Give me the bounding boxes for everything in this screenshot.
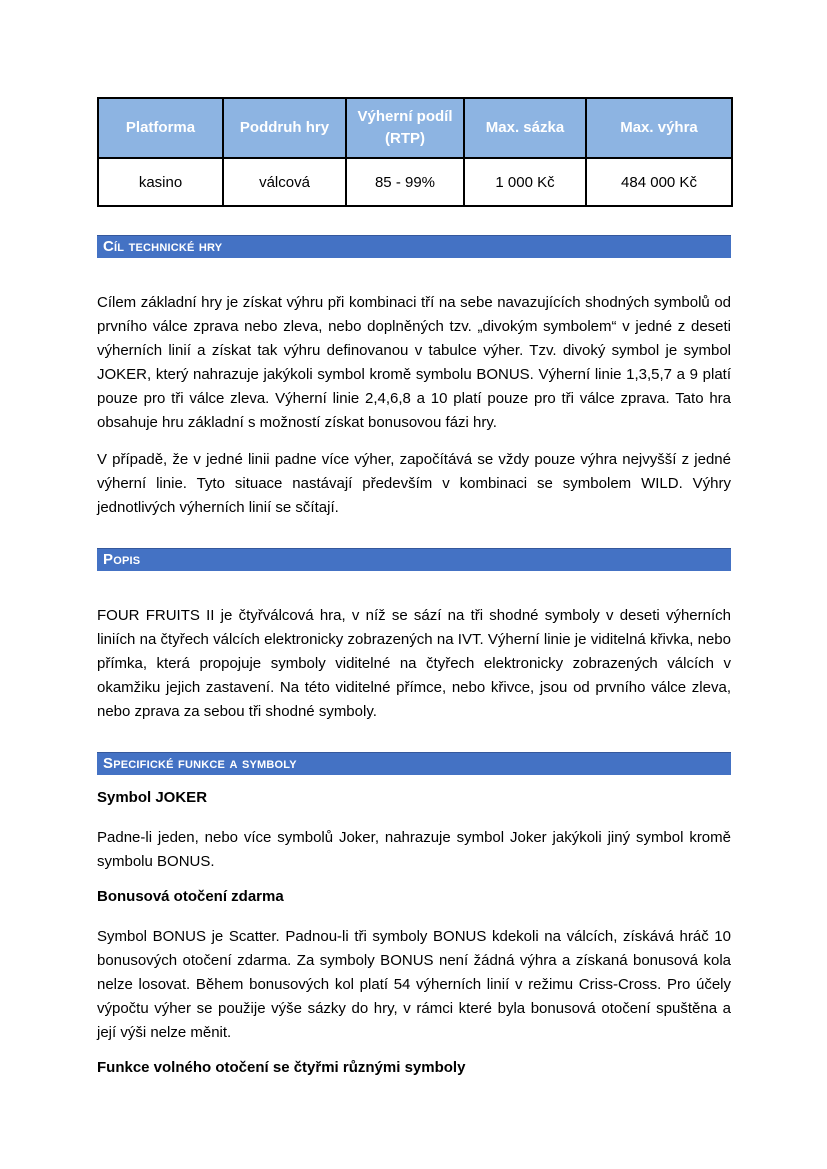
table-cell-vyherni-podil: 85 - 99% [346,158,464,206]
game-info-table [97,97,733,207]
table-header-row [98,98,732,158]
subsection-title-funkce-volneho-otoceni: Funkce volného otočení se čtyřmi různými symboly [97,1059,466,1076]
paragraph-cil-2: V případě, že v jedné linii padne více výher, započítává se vždy pouze výhra nejvyšší z jedné výherní linie. Tyto situace nastávají především v kombinaci se symbolem WILD. Výhry jednotlivých výherních linií se sčítají. [97,451,731,516]
table-cell-max-vyhra: 484 000 Kč [586,158,732,206]
subsection-title-bonusova-otoceni: Bonusová otočení zdarma [97,888,284,905]
subsection-title-symbol-joker: Symbol JOKER [97,789,208,806]
paragraph-bonusova-otoceni: Symbol BONUS je Scatter. Padnou-li tři symboly BONUS kdekoli na válcích, získává hráč 10 bonusových otočení zdarma. Za symboly BONUS není žádná výhra a získaná bonusová kola nelze losovat. Během bonusových kol platí 54 výherních linií v režimu Criss-Cross. Pro účely výpočtu výher se použije výše sázky do hry, v rámci které byla bonusová otočení spuštěna a její výši nelze měnit. [97,928,731,1041]
section-heading-popis: Popis [97,548,731,571]
table-cell-max-sazka: 1 000 Kč [464,158,586,206]
section-heading-specificke-funkce: Specifické funkce a symboly [97,752,731,775]
section-heading-cil-technicke-hry: Cíl technické hry [97,235,731,258]
table-header-max-sazka: Max. sázka [464,98,586,158]
table-cell-platforma: kasino [98,158,223,206]
table-header-poddruh-hry: Poddruh hry [223,98,346,158]
table-row [98,158,732,206]
table-cell-poddruh-hry: válcová [223,158,346,206]
table-header-platforma: Platforma [98,98,223,158]
paragraph-cil-1: Cílem základní hry je získat výhru při kombinaci tří na sebe navazujících shodných symbolů od prvního válce zprava nebo zleva, nebo doplněných tzv. „divokým symbolem“ v jedné z deseti výherních linií a získat tak výhru definovanou v tabulce výher. Tzv. divoký symbol je symbol JOKER, který nahrazuje jakýkoli symbol kromě symbolu BONUS. Výherní linie 1,3,5,7 a 9 platí pouze pro tři válce zleva. Výherní linie 2,4,6,8 a 10 platí pouze pro tři válce zprava. Tato hra obsahuje hru základní s možností získat bonusovou fázi hry. [97,294,731,431]
document-content [97,97,731,1096]
paragraph-symbol-joker: Padne-li jeden, nebo více symbolů Joker, nahrazuje symbol Joker jakýkoli jiný symbol kromě symbolu BONUS. [97,829,731,870]
table-header-vyherni-podil: Výherní podíl (RTP) [346,98,464,158]
table-header-max-vyhra: Max. výhra [586,98,732,158]
paragraph-popis-1: FOUR FRUITS II je čtyřválcová hra, v níž se sází na tři shodné symboly v deseti výherních liniích na čtyřech válcích elektronicky zobrazených na IVT. Výherní linie je viditelná křivka, nebo přímka, která propojuje symboly viditelné na čtyřech elektronicky zobrazených válcích v okamžiku jejich zastavení. Na této viditelné přímce, nebo křivce, jsou od prvního válce zleva, nebo zprava za sebou tři shodné symboly. [97,607,731,720]
